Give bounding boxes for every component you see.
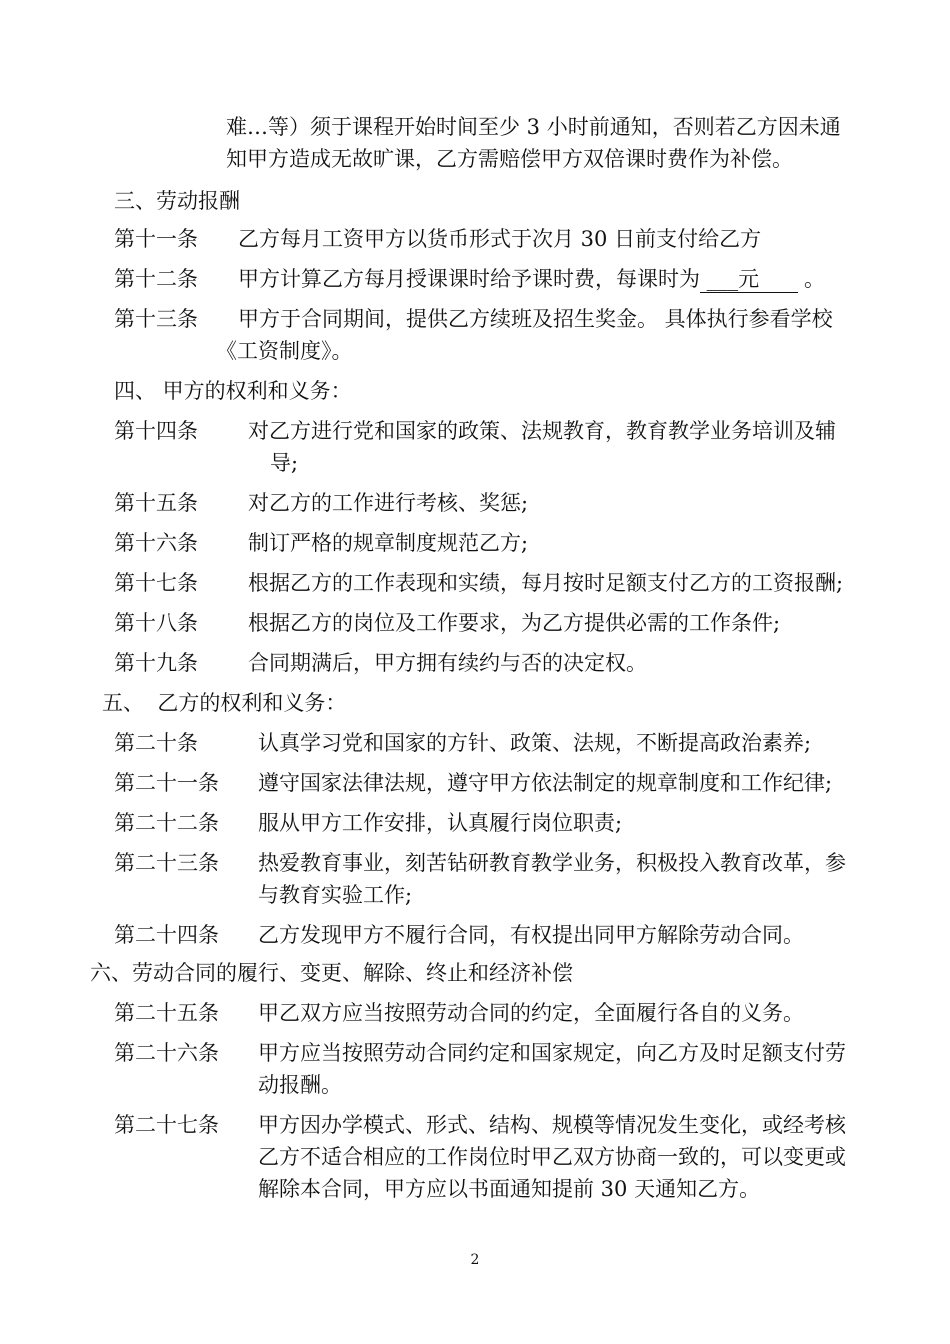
- article-12-number: 第十二条: [114, 267, 198, 291]
- article-11-number: 第十一条: [114, 227, 198, 251]
- article-12-text-after: 。: [804, 267, 825, 291]
- continuation-line-1: 难…等）须于课程开始时间至少 3 小时前通知，否则若乙方因未通: [226, 115, 841, 139]
- article-25-number: 第二十五条: [114, 1001, 219, 1025]
- article-15-number: 第十五条: [114, 491, 198, 515]
- article-17-number: 第十七条: [114, 571, 198, 595]
- article-26-text-line-2: 动报酬。: [258, 1073, 342, 1097]
- article-21-text: 遵守国家法律法规，遵守甲方依法制定的规章制度和工作纪律;: [258, 771, 833, 795]
- article-27-text-line-2: 乙方不适合相应的工作岗位时甲乙双方协商一致的，可以变更或: [258, 1145, 846, 1169]
- article-26-number: 第二十六条: [114, 1041, 219, 1065]
- article-22-number: 第二十二条: [114, 811, 219, 835]
- article-15-text: 对乙方的工作进行考核、奖惩;: [248, 491, 529, 515]
- article-23-text-line-2: 与教育实验工作;: [258, 883, 413, 907]
- article-19-text: 合同期满后，甲方拥有续约与否的决定权。: [248, 651, 647, 675]
- article-20-text: 认真学习党和国家的方针、政策、法规，不断提高政治素养;: [258, 731, 812, 755]
- section-6-heading: 六、劳动合同的履行、变更、解除、终止和经济补偿: [90, 961, 573, 985]
- article-13-text-line-1: 甲方于合同期间，提供乙方续班及招生奖金。 具体执行参看学校: [238, 307, 833, 331]
- page-number: 2: [470, 1252, 480, 1268]
- article-18-text: 根据乙方的岗位及工作要求，为乙方提供必需的工作条件;: [248, 611, 781, 635]
- article-14-text-line-1: 对乙方进行党和国家的政策、法规教育，教育教学业务培训及辅: [248, 419, 836, 443]
- article-12-text: [238, 264, 825, 294]
- article-13-number: 第十三条: [114, 307, 198, 331]
- article-11-text: 乙方每月工资甲方以货币形式于次月 30 日前支付给乙方: [238, 227, 762, 251]
- article-26-text-line-1: 甲方应当按照劳动合同约定和国家规定，向乙方及时足额支付劳: [258, 1041, 846, 1065]
- article-27-text-line-3: 解除本合同，甲方应以书面通知提前 30 天通知乙方。: [258, 1177, 761, 1201]
- article-14-text-line-2: 导;: [270, 451, 299, 475]
- article-16-text: 制订严格的规章制度规范乙方;: [248, 531, 529, 555]
- article-14-number: 第十四条: [114, 419, 198, 443]
- article-24-number: 第二十四条: [114, 923, 219, 947]
- article-27-number: 第二十七条: [114, 1113, 219, 1137]
- article-21-number: 第二十一条: [114, 771, 219, 795]
- article-22-text: 服从甲方工作安排，认真履行岗位职责;: [258, 811, 623, 835]
- article-20-number: 第二十条: [114, 731, 198, 755]
- article-24-text: 乙方发现甲方不履行合同，有权提出同甲方解除劳动合同。: [258, 923, 804, 947]
- continuation-line-2: 知甲方造成无故旷课，乙方需赔偿甲方双倍课时费作为补偿。: [226, 147, 793, 171]
- article-23-text-line-1: 热爱教育事业，刻苦钻研教育教学业务，积极投入教育改革，参: [258, 851, 846, 875]
- article-13-text-line-2: 《工资制度》。: [216, 339, 353, 363]
- article-17-text: 根据乙方的工作表现和实绩，每月按时足额支付乙方的工资报酬;: [248, 571, 844, 595]
- section-5-heading: 五、 乙方的权利和义务：: [102, 691, 347, 715]
- article-19-number: 第十九条: [114, 651, 198, 675]
- article-23-number: 第二十三条: [114, 851, 219, 875]
- article-16-number: 第十六条: [114, 531, 198, 555]
- section-4-heading: 四、 甲方的权利和义务：: [114, 379, 352, 403]
- article-25-text: 甲乙双方应当按照劳动合同的约定，全面履行各自的义务。: [258, 1001, 804, 1025]
- fee-per-hour-blank: ___元: [700, 266, 798, 293]
- article-27-text-line-1: 甲方因办学模式、形式、结构、规模等情况发生变化，或经考核: [258, 1113, 846, 1137]
- article-18-number: 第十八条: [114, 611, 198, 635]
- section-3-heading: 三、劳动报酬: [114, 189, 240, 213]
- article-12-text-before: 甲方计算乙方每月授课课时给予课时费，每课时为: [238, 267, 700, 291]
